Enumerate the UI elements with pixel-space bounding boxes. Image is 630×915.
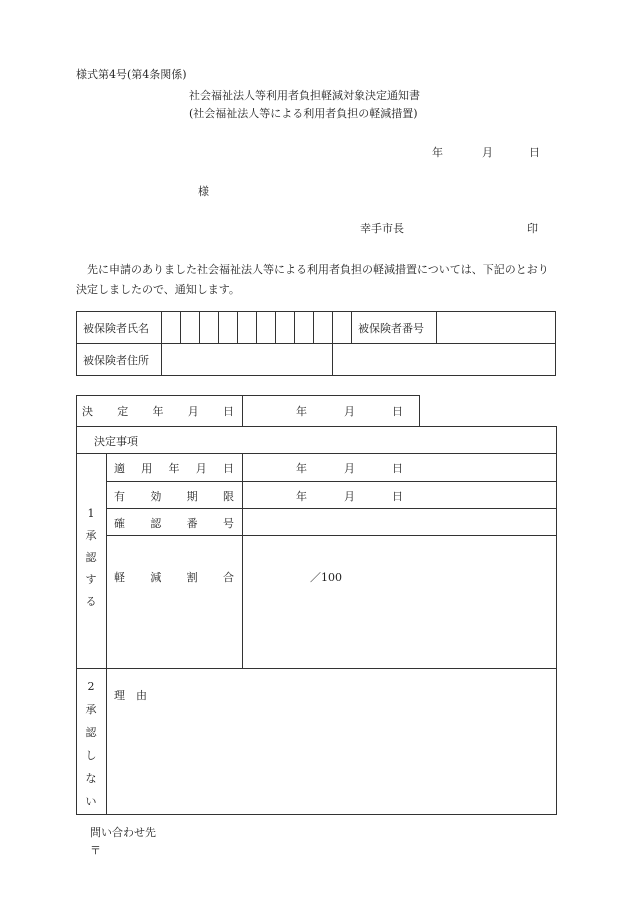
application-date-day: 日 [392,462,403,475]
rule-line [242,395,243,426]
name-box [162,312,181,344]
name-box [276,312,295,344]
recipient-honorific: 様 [198,185,209,198]
validity-month: 月 [344,490,355,503]
insured-address-value [162,344,333,376]
notice-text: 先に申請のありました社会福祉法人等による利用者負担の軽減措置については、下記のとおり決定しましたので、通知します。 [76,263,549,296]
reason-label: 理 由 [114,689,147,702]
reject-section-label: 2 承 認 し な い [85,680,97,808]
application-date-label: 適 用 年 月 日 [114,462,234,475]
decision-matters-label: 決定事項 [94,435,138,448]
validity-day: 日 [392,490,403,503]
issue-date-day: 日 [529,146,540,159]
insured-info-table [76,311,556,376]
rule-line [106,481,557,482]
insured-name-label: 被保険者氏名 [77,312,162,344]
rule-line [76,814,557,815]
rule-line [242,453,243,668]
seal-mark: 印 [527,222,538,235]
rule-line [76,426,557,427]
form-number: 様式第4号(第4条関係) [76,68,187,81]
name-box [257,312,276,344]
document-subtitle: (社会福祉法人等による利用者負担の軽減措置) [189,107,418,120]
rule-line [76,453,557,454]
issuer-name: 幸手市長 [360,222,404,235]
approve-section-label: 1 承 認 す る [85,507,97,608]
insured-number-value [437,312,556,344]
application-date-month: 月 [344,462,355,475]
decision-block [76,395,557,815]
document-title: 社会福祉法人等利用者負担軽減対象決定通知書 [189,89,420,102]
rule-line [76,668,557,669]
rule-line [106,508,557,509]
insured-number-label: 被保険者番号 [352,312,437,344]
decision-date-month: 月 [344,405,355,418]
rule-line [106,535,557,536]
insured-address-label: 被保険者住所 [77,344,162,376]
name-box [238,312,257,344]
rule-line [76,395,419,396]
name-box [295,312,314,344]
name-box [200,312,219,344]
decision-date-day: 日 [392,405,403,418]
reduction-ratio-value: ／100 [310,571,342,584]
insured-address-value-cont [333,344,556,376]
name-box [333,312,352,344]
name-box [181,312,200,344]
validity-period-label: 有 効 期 限 [114,490,234,503]
confirmation-number-label: 確 認 番 号 [114,517,234,530]
name-box [314,312,333,344]
decision-date-label: 決 定 年 月 日 [82,405,234,418]
postal-mark: 〒 [90,844,101,857]
decision-date-year: 年 [296,405,307,418]
validity-year: 年 [296,490,307,503]
application-date-year: 年 [296,462,307,475]
inquiry-label: 問い合わせ先 [90,826,156,839]
issue-date-year: 年 [432,146,443,159]
reduction-ratio-label: 軽 減 割 合 [114,571,234,584]
name-box [219,312,238,344]
rule-line [419,395,420,426]
issue-date-month: 月 [482,146,493,159]
rule-line [556,426,557,815]
